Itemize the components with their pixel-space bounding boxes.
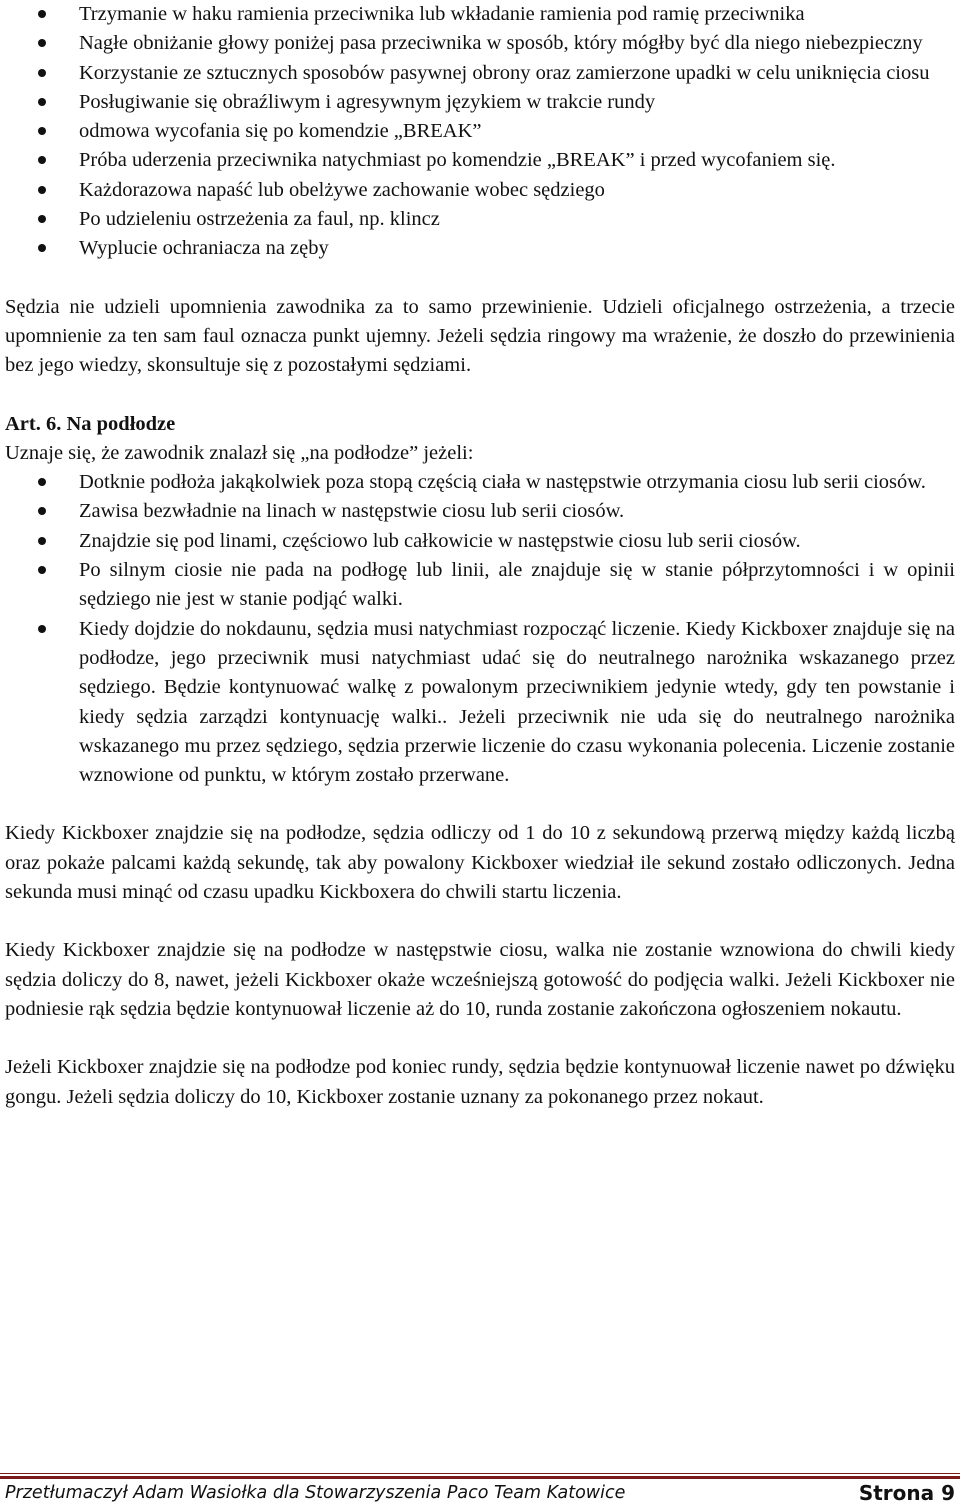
list-item: Po silnym ciosie nie pada na podłogę lub linii, ale znajduje się w stanie półprzytomności i w opinii sędziego nie jest w stanie podjąć walki. [5, 556, 955, 615]
footer-divider [0, 1473, 960, 1474]
list-item: Znajdzie się pod linami, częściowo lub całkowicie w następstwie ciosu lub serii ciosów. [5, 527, 955, 556]
page-content [5, 0, 955, 1112]
list-item: Nagłe obniżanie głowy poniżej pasa przeciwnika w sposób, który mógłby być dla niego niebezpieczny [5, 29, 955, 58]
paragraph-warnings: Sędzia nie udzieli upomnienia zawodnika za to samo przewinienie. Udzieli oficjalnego ostrzeżenia, a trzecie upomnienie za ten sam faul oznacza punkt ujemny. Jeżeli sędzia ringowy ma wrażenie, że doszło do przewinienia bez jego wiedzy, skonsultuje się z pozostałymi sędziami. [5, 295, 955, 377]
spacer [5, 381, 955, 410]
paragraph-end-of-round: Jeżeli Kickboxer znajdzie się na podłodze pod koniec rundy, sędzia będzie kontynuował liczenie nawet po dźwięku gongu. Jeżeli sędzia doliczy do 10, Kickboxer zostanie uznany za pokonanego przez nokaut. [5, 1056, 955, 1108]
spacer [5, 264, 955, 293]
list-item: Zawisa bezwładnie na linach w następstwie ciosu lub serii ciosów. [5, 497, 955, 526]
list-item: Po udzieleniu ostrzeżenia za faul, np. klincz [5, 205, 955, 234]
list-item: Próba uderzenia przeciwnika natychmiast po komendzie „BREAK” i przed wycofaniem się. [5, 146, 955, 175]
list-item: Wyplucie ochraniacza na zęby [5, 234, 955, 263]
list-item: Korzystanie ze sztucznych sposobów pasywnej obrony oraz zamierzone upadki w celu uniknięcia ciosu [5, 59, 955, 88]
footer-credit: Przetłumaczył Adam Wasiołka dla Stowarzyszenia Paco Team Katowice [5, 1482, 626, 1503]
paragraph-counting: Kiedy Kickboxer znajdzie się na podłodze, sędzia odliczy od 1 do 10 z sekundową przerwą między każdą liczbą oraz pokaże palcami każdą sekundę, tak aby powalony Kickboxer wiedział ile sekund zostało odliczonych. Jedna sekunda musi minąć od czasu upadku Kickboxera do chwili startu liczenia. [5, 822, 955, 904]
list-item: Trzymanie w haku ramienia przeciwnika lub wkładanie ramienia pod ramię przeciwnika [5, 0, 955, 29]
list-item: odmowa wycofania się po komendzie „BREAK” [5, 117, 955, 146]
list-item: Dotknie podłoża jakąkolwiek poza stopą częścią ciała w następstwie otrzymania ciosu lub serii ciosów. [5, 468, 955, 497]
spacer [5, 790, 955, 819]
page-number: Strona 9 [858, 1480, 955, 1505]
page-footer [5, 1480, 955, 1507]
paragraph-resume: Kiedy Kickboxer znajdzie się na podłodze w następstwie ciosu, walka nie zostanie wznowiona do chwili kiedy sędzia doliczy do 8, nawet, jeżeli Kickboxer okaże wcześniejszą gotowość do podjęcia walki. Jeżeli Kickboxer nie podniesie rąk sędzia będzie kontynuował liczenie aż do 10, runda zostanie zakończona ogłoszeniem nokautu. [5, 939, 955, 1020]
article-heading: Art. 6. Na podłodze [5, 412, 176, 435]
knockdown-list [5, 468, 955, 790]
list-item: Każdorazowa napaść lub obelżywe zachowanie wobec sędziego [5, 176, 955, 205]
list-item: Kiedy dojdzie do nokdaunu, sędzia musi natychmiast rozpocząć liczenie. Kiedy Kickboxer znajduje się na podłodze, jego przeciwnik musi natychmiast udać się do neutralnego narożnika wskazanego przez sędziego. Będzie kontynuować walkę z powalonym przeciwnikiem jedynie wtedy, gdy ten powstanie i kiedy sędzia zarządzi kontynuację walki.. Jeżeli przeciwnik nie uda się do neutralnego narożnika wskazanego mu przez sędziego, sędzia przerwie liczenie do czasu wykonania polecenia. Liczenie zostanie wznowione od punktu, w którym zostało przerwane. [5, 615, 955, 791]
list-item: Posługiwanie się obraźliwym i agresywnym językiem w trakcie rundy [5, 88, 955, 117]
spacer [5, 907, 955, 936]
foul-list [5, 0, 955, 264]
article-intro: Uznaje się, że zawodnik znalazł się „na podłodze” jeżeli: [5, 441, 474, 464]
spacer [5, 1024, 955, 1053]
